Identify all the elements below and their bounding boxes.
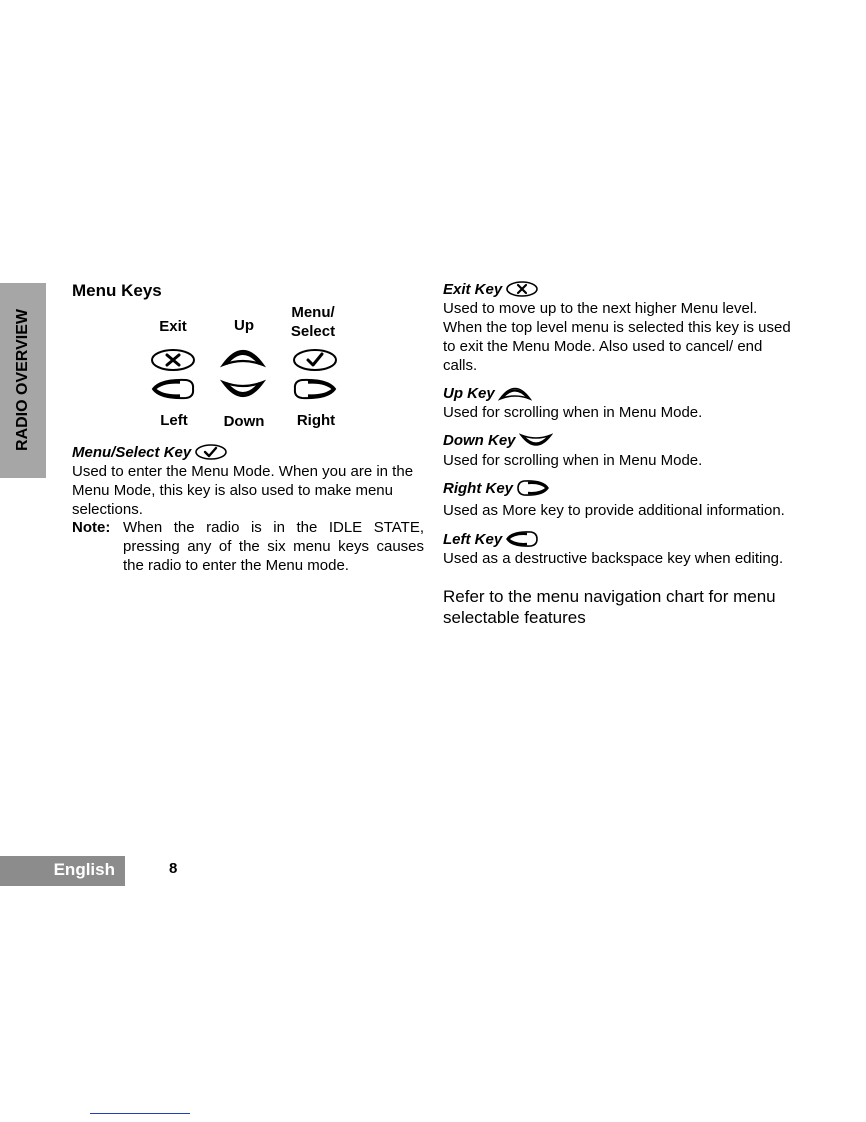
refer-paragraph: Refer to the menu navigation chart for menu selectable features xyxy=(443,587,776,627)
section-side-tab xyxy=(0,283,46,478)
up-key-small-icon xyxy=(498,384,532,402)
right-key-title xyxy=(443,479,550,497)
right-key-small-icon xyxy=(516,479,550,497)
menu-select-label-line1: Menu/ xyxy=(291,304,335,321)
menu-keys-heading: Menu Keys xyxy=(72,281,162,300)
left-key-title xyxy=(443,530,539,548)
left-key-small-icon xyxy=(505,530,539,548)
language-label: English xyxy=(53,860,115,879)
exit-key-description: Used to move up to the next higher Menu level. When the top level menu is selected this key is used to exit the Menu Mode. Also used to cancel/ end calls. xyxy=(443,300,791,374)
note-text: When the radio is in the IDLE STATE, pressing any of the six menu keys causes the radio to enter the Menu mode. xyxy=(123,519,424,574)
down-key-small-icon xyxy=(519,431,553,449)
menu-select-key-title-text: Menu/Select Key xyxy=(72,443,192,461)
language-tab xyxy=(0,856,125,886)
exit-key-title-text: Exit Key xyxy=(443,280,503,298)
footer-rule xyxy=(90,1113,190,1114)
left-label: Left xyxy=(160,412,188,429)
down-key-title xyxy=(443,431,553,449)
right-label: Right xyxy=(296,412,336,429)
exit-label: Exit xyxy=(159,318,187,335)
down-label: Down xyxy=(223,413,265,430)
menu-select-label-line2: Select xyxy=(290,323,336,340)
down-key-description: Used for scrolling when in Menu Mode. xyxy=(443,452,703,469)
note xyxy=(72,518,424,575)
down-key-title-text: Down Key xyxy=(443,431,516,449)
section-side-tab-label: RADIO OVERVIEW xyxy=(14,309,31,451)
note-label: Note: xyxy=(72,519,111,536)
up-key-description: Used for scrolling when in Menu Mode. xyxy=(443,404,703,421)
up-key-icon xyxy=(220,345,266,371)
left-key-title-text: Left Key xyxy=(443,530,503,548)
down-key-icon xyxy=(220,376,266,402)
right-key-icon xyxy=(292,377,338,401)
select-key-icon xyxy=(292,348,338,372)
up-key-title-text: Up Key xyxy=(443,384,495,402)
exit-key-title xyxy=(443,280,539,298)
menu-select-key-description: Used to enter the Menu Mode. When you are in the Menu Mode, this key is also used to make menu selections. xyxy=(72,463,414,518)
exit-key-small-icon xyxy=(505,280,539,298)
up-label: Up xyxy=(234,317,254,334)
right-key-title-text: Right Key xyxy=(443,479,514,497)
up-key-title xyxy=(443,384,532,402)
left-key-icon xyxy=(150,377,196,401)
left-key-description: Used as a destructive backspace key when editing. xyxy=(443,550,784,567)
page-number: 8 xyxy=(169,860,178,877)
menu-select-key-title xyxy=(72,443,228,461)
select-key-small-icon xyxy=(194,443,228,461)
right-key-description: Used as More key to provide additional information. xyxy=(443,502,785,519)
menu-select-label xyxy=(282,303,344,341)
exit-key-icon xyxy=(150,348,196,372)
